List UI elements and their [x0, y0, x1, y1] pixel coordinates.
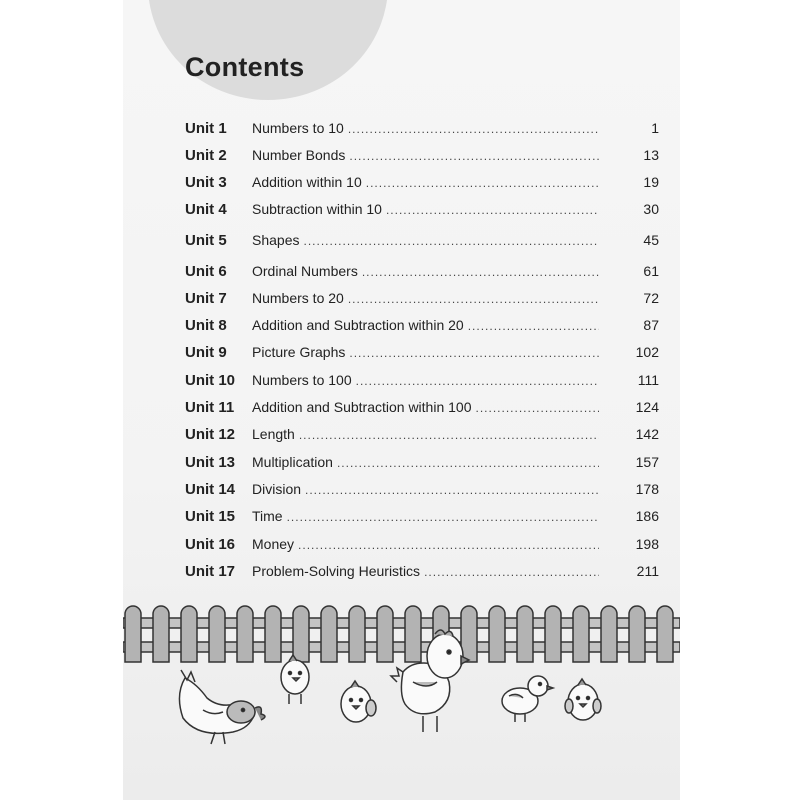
toc-unit: Unit 10 — [185, 371, 236, 389]
toc-title: Length — [252, 426, 295, 442]
toc-leader — [348, 292, 599, 306]
hen-pecking-illustration — [179, 670, 265, 744]
toc-page: 211 — [636, 563, 659, 579]
toc-title: Number Bonds — [252, 147, 346, 163]
toc-title: Time — [252, 508, 283, 524]
toc-unit: Unit 7 — [185, 289, 227, 307]
toc-page: 142 — [635, 426, 659, 442]
toc-leader — [475, 401, 599, 415]
toc-unit: Unit 9 — [185, 343, 227, 361]
table-of-contents — [123, 0, 680, 600]
toc-title: Numbers to 100 — [252, 372, 352, 388]
toc-leader — [298, 538, 599, 552]
toc-page: 30 — [643, 201, 659, 217]
fence — [123, 606, 680, 662]
toc-title: Addition and Subtraction within 20 — [252, 317, 464, 333]
page-title: Contents — [185, 52, 305, 82]
toc-title: Division — [252, 481, 302, 497]
toc-page: 124 — [635, 399, 659, 415]
toc-title: Addition within 10 — [252, 174, 362, 190]
toc-entry[interactable] — [185, 451, 659, 473]
chick-illustration — [341, 681, 376, 722]
toc-entry[interactable] — [185, 117, 659, 139]
toc-entry[interactable] — [185, 560, 659, 582]
toc-entry[interactable] — [185, 533, 659, 555]
toc-title: Ordinal Numbers — [252, 263, 358, 279]
toc-page: 13 — [643, 147, 659, 163]
toc-page: 102 — [635, 344, 659, 360]
toc-unit: Unit 8 — [185, 316, 227, 334]
toc-page: 198 — [635, 536, 659, 552]
bird-chick-illustration — [502, 676, 553, 722]
toc-leader — [303, 234, 599, 248]
toc-title: Addition and Subtraction within 100 — [252, 399, 472, 415]
toc-leader — [366, 176, 599, 190]
toc-leader — [337, 456, 599, 470]
toc-leader — [349, 149, 599, 163]
toc-entry[interactable] — [185, 198, 659, 220]
toc-unit: Unit 16 — [185, 535, 236, 553]
toc-title: Money — [252, 536, 295, 552]
toc-page: 72 — [643, 290, 659, 306]
toc-unit: Unit 15 — [185, 507, 236, 525]
toc-leader — [287, 510, 599, 524]
toc-title: Numbers to 10 — [252, 120, 344, 136]
toc-title: Shapes — [252, 232, 300, 248]
farm-illustration — [123, 600, 680, 800]
toc-title: Subtraction within 10 — [252, 201, 382, 217]
toc-leader — [356, 374, 599, 388]
toc-unit: Unit 2 — [185, 146, 227, 164]
toc-entry[interactable] — [185, 229, 659, 251]
toc-leader — [386, 203, 599, 217]
toc-title: Multiplication — [252, 454, 333, 470]
toc-entry[interactable] — [185, 260, 659, 282]
toc-entry[interactable] — [185, 478, 659, 500]
toc-page: 61 — [643, 263, 659, 279]
toc-unit: Unit 1 — [185, 119, 227, 137]
toc-entry[interactable] — [185, 505, 659, 527]
toc-unit: Unit 5 — [185, 231, 227, 249]
chick-illustration — [565, 679, 601, 720]
toc-leader — [424, 565, 599, 579]
toc-unit: Unit 14 — [185, 480, 236, 498]
toc-page: 45 — [643, 232, 659, 248]
toc-title: Problem-Solving Heuristics — [252, 563, 421, 579]
book-page — [123, 0, 680, 800]
toc-entry[interactable] — [185, 396, 659, 418]
toc-unit: Unit 3 — [185, 173, 227, 191]
toc-page: 1 — [651, 120, 659, 136]
toc-leader — [362, 265, 599, 279]
toc-page: 111 — [637, 372, 659, 388]
toc-entry[interactable] — [185, 144, 659, 166]
toc-page: 19 — [643, 174, 659, 190]
toc-leader — [349, 346, 599, 360]
toc-entry[interactable] — [185, 423, 659, 445]
toc-unit: Unit 17 — [185, 562, 236, 580]
toc-page: 178 — [635, 481, 659, 497]
toc-title: Numbers to 20 — [252, 290, 344, 306]
toc-page: 87 — [643, 317, 659, 333]
toc-unit: Unit 12 — [185, 425, 236, 443]
toc-entry[interactable] — [185, 369, 659, 391]
toc-unit: Unit 11 — [185, 398, 235, 416]
toc-leader — [468, 319, 599, 333]
toc-unit: Unit 6 — [185, 262, 227, 280]
toc-entry[interactable] — [185, 171, 659, 193]
toc-unit: Unit 4 — [185, 200, 227, 218]
toc-leader — [305, 483, 599, 497]
toc-entry[interactable] — [185, 287, 659, 309]
toc-unit: Unit 13 — [185, 453, 236, 471]
toc-entry[interactable] — [185, 341, 659, 363]
toc-title: Picture Graphs — [252, 344, 346, 360]
toc-entry[interactable] — [185, 314, 659, 336]
toc-leader — [348, 122, 599, 136]
toc-page: 157 — [635, 454, 659, 470]
toc-page: 186 — [635, 508, 659, 524]
toc-leader — [299, 428, 599, 442]
